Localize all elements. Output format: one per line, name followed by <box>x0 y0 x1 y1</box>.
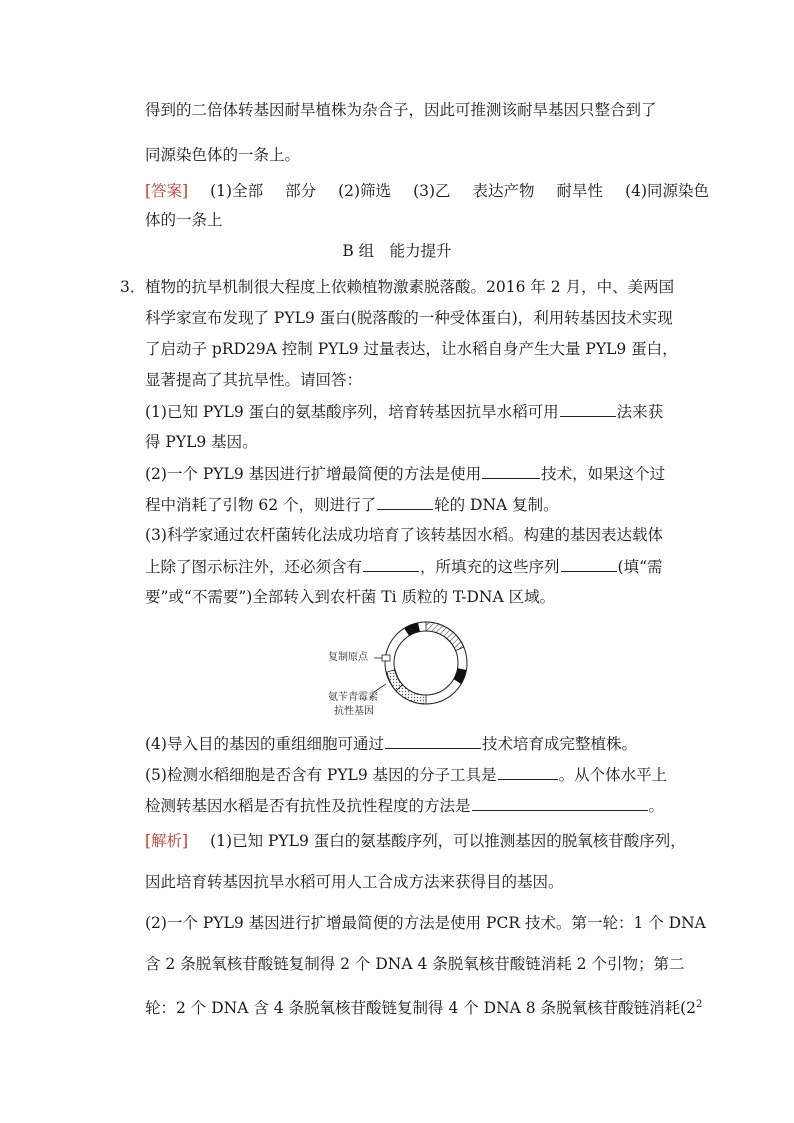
analysis-line: [解析] (1)已知 PYL9 蛋白的氨基酸序列，可以推测基因的脱氧核苷酸序列， <box>145 832 686 850</box>
analysis-line: (2)一个 PYL9 基因进行扩增最简便的方法是使用 PCR 技术。第一轮：1 个 DNA <box>145 914 706 932</box>
answer-blank[interactable] <box>385 733 481 749</box>
answer-part: (1)全部 <box>210 182 264 200</box>
label-origin: 复制原点 <box>328 652 368 663</box>
question-part-5: (5)检测水稻细胞是否含有 PYL9 基因的分子工具是 。从个体水平上 <box>145 766 668 784</box>
question-text: 科学家宣布发现了 PYL9 蛋白(脱落酸的一种受体蛋白)，利用转基因技术实现 <box>145 309 673 327</box>
question-part-3: 上除了图示标注外，还必须含有 ，所填充的这些序列 (填“需 <box>145 558 663 576</box>
question-text: 显著提高了其抗旱性。请回答： <box>145 371 363 389</box>
question-text: 得 PYL9 基因。 <box>145 433 258 451</box>
question-number: 3． <box>120 278 146 296</box>
question-part-2b: 程中消耗了引物 62 个，则进行了 轮的 DNA 复制。 <box>145 496 559 514</box>
analysis-tag: [解析] <box>145 832 189 850</box>
answer-part: (4)同源染色 <box>625 182 710 200</box>
question-text: 要”或“不需要”)全部转入到农杆菌 Ti 质粒的 T-DNA 区域。 <box>145 588 556 606</box>
answer-blank[interactable] <box>363 556 419 572</box>
superscript: 2 <box>696 999 703 1010</box>
question-part-5b: 检测转基因水稻是否有抗性及抗性程度的方法是 。 <box>145 797 665 815</box>
analysis-line: 含 2 条脱氧核苷酸链复制得 2 个 DNA 4 条脱氧核苷酸链消耗 2 个引物；第二 <box>145 955 685 973</box>
question-part-2: (2)一个 PYL9 基因进行扩增最简便的方法是使用 技术，如果这个过 <box>145 465 666 483</box>
segment-black-top <box>404 623 420 636</box>
question-text: 了启动子 pRD29A 控制 PYL9 过量表达，让水稻自身产生大量 PYL9 蛋白， <box>145 340 678 358</box>
answer-part: (2)筛选 <box>338 182 392 200</box>
label-amp-2: 抗性基因 <box>334 706 374 717</box>
answer-blank[interactable] <box>377 494 433 510</box>
answer-line: 体的一条上 <box>145 211 223 229</box>
answer-tag: [答案] <box>145 182 189 200</box>
answer-part: (3)乙 <box>413 182 451 200</box>
analysis-line: 轮：2 个 DNA 含 4 条脱氧核苷酸链复制得 4 个 DNA 8 条脱氧核苷酸链消耗($2^2$ <box>145 999 703 1018</box>
segment-dotted-2 <box>396 685 426 704</box>
answer-blank[interactable] <box>561 556 617 572</box>
answer-part: 耐旱性 <box>556 182 604 200</box>
answer-blank[interactable] <box>498 764 558 780</box>
answer-part: 表达产物 <box>472 182 535 200</box>
section-title: B 组 能力提升 <box>342 242 452 260</box>
text-line: 同源染色体的一条上。 <box>145 146 301 164</box>
text-line: 得到的二倍体转基因耐旱植株为杂合子，因此可推测该耐旱基因只整合到了 <box>145 101 657 119</box>
amp-leader <box>374 684 386 692</box>
question-part-4: (4)导入目的基因的重组细胞可通过 技术培育成完整植株。 <box>145 735 637 753</box>
answer-blank[interactable] <box>482 463 540 479</box>
answer-line <box>145 181 709 201</box>
label-amp-1: 氨苄青霉素 <box>328 692 378 703</box>
question-text: (3)科学家通过农杆菌转化法成功培育了该转基因水稻。构建的基因表达载体 <box>145 526 663 544</box>
answer-part: 部分 <box>285 182 317 200</box>
segment-hatched <box>426 622 464 651</box>
origin-box <box>382 655 390 661</box>
question-part-1: (1)已知 PYL9 蛋白的氨基酸序列，培育转基因抗旱水稻可用 法来获 <box>145 403 664 421</box>
answer-blank[interactable] <box>560 401 616 417</box>
plasmid-diagram <box>326 612 476 722</box>
analysis-line: 因此培育转基因抗旱水稻可用人工合成方法来获得目的基因。 <box>145 873 564 891</box>
segment-black-right <box>453 668 466 684</box>
question-text: 植物的抗旱机制很大程度上依赖植物激素脱落酸。2016 年 2 月，中、美两国 <box>145 278 675 296</box>
answer-blank[interactable] <box>472 795 648 811</box>
